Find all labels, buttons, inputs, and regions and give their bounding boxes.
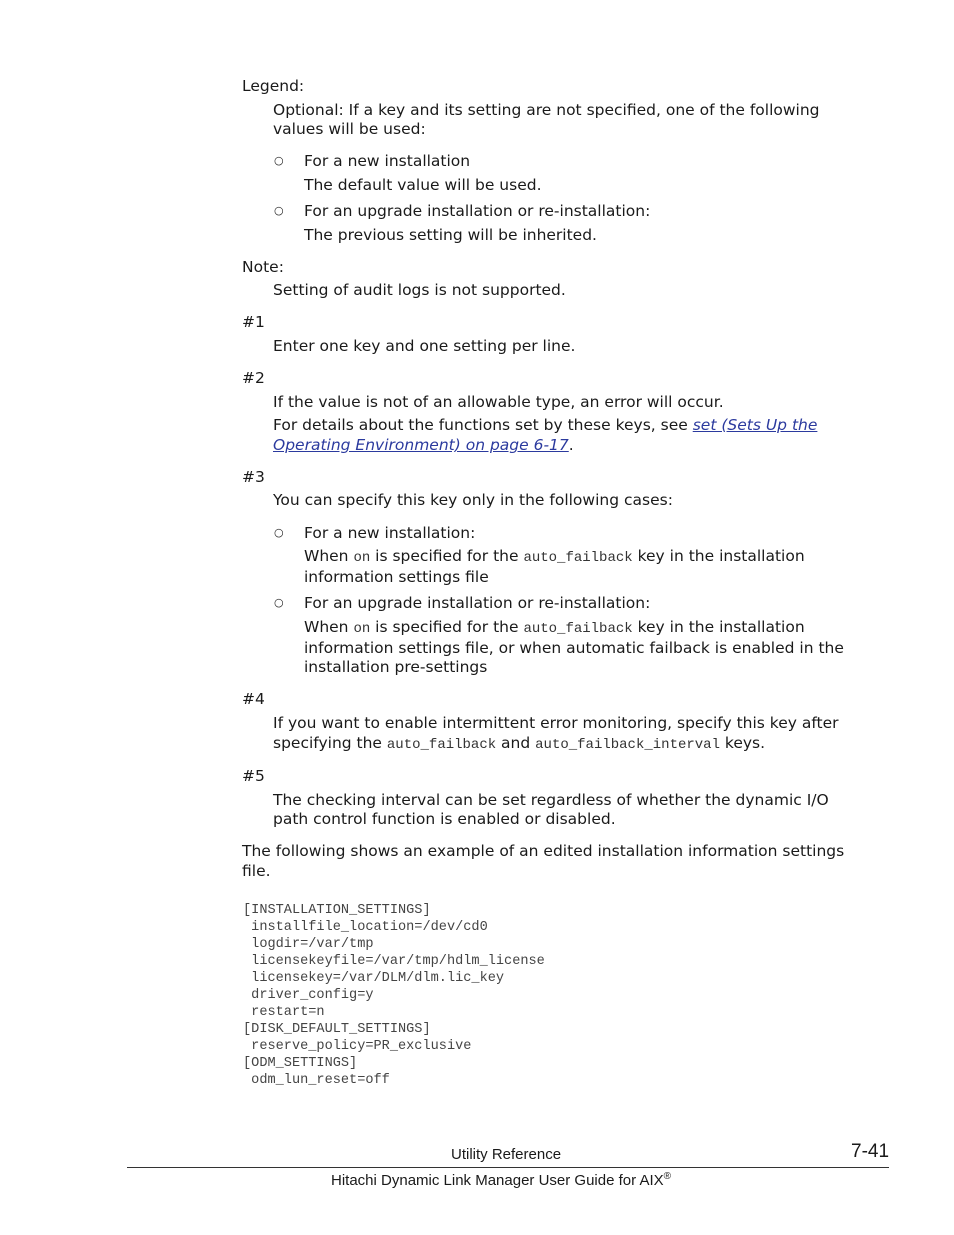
- footer-divider: [127, 1167, 889, 1168]
- case-1-key: auto_failback: [523, 550, 633, 566]
- case-2-when: [304, 617, 805, 639]
- case-1-when-text: When: [304, 547, 354, 565]
- case-2-line2: information settings file, or when automatic failback is enabled in the: [304, 639, 844, 657]
- case-1-when: [304, 546, 805, 568]
- bullet-icon: ○: [274, 526, 284, 539]
- footnote-2-suffix: .: [568, 436, 574, 454]
- footnote-5-line1: The checking interval can be set regardless of whether the dynamic I/O: [273, 791, 829, 809]
- case-1-tail: key in the installation: [632, 547, 805, 565]
- case-1-label: For a new installation:: [304, 524, 476, 542]
- case-2-label: For an upgrade installation or re-installation:: [304, 594, 651, 612]
- footnote-2-text1: If the value is not of an allowable type, an error will occur.: [273, 393, 724, 411]
- code-line: licensekeyfile=/var/tmp/hdlm_license: [243, 954, 545, 969]
- footnote-4-heading: #4: [242, 690, 265, 708]
- footnote-1-heading: #1: [242, 313, 265, 331]
- footnote-3-heading: #3: [242, 468, 265, 486]
- case-1-mid-text: is specified for the: [370, 547, 524, 565]
- footnote-4-key2: auto_failback_interval: [535, 737, 720, 753]
- code-line: [DISK_DEFAULT_SETTINGS]: [243, 1022, 431, 1037]
- footnote-4-line2: [273, 733, 765, 755]
- case-1-on-value: on: [353, 550, 371, 566]
- legend-item-desc: The default value will be used.: [304, 176, 542, 194]
- legend-item-desc: The previous setting will be inherited.: [304, 226, 597, 244]
- code-line: driver_config=y: [243, 988, 374, 1003]
- note-text: Setting of audit logs is not supported.: [273, 281, 566, 299]
- bullet-icon: ○: [274, 154, 284, 167]
- legend-optional-line1: Optional: If a key and its setting are not specified, one of the following: [273, 101, 820, 119]
- set-command-link-cont[interactable]: Operating Environment) on page 6-17: [273, 436, 569, 454]
- case-1-line2: information settings file: [304, 568, 489, 586]
- code-line: licensekey=/var/DLM/dlm.lic_key: [243, 971, 505, 986]
- footnote-2-heading: #2: [242, 369, 265, 387]
- code-line: [ODM_SETTINGS]: [243, 1056, 358, 1071]
- case-2-mid-text: is specified for the: [370, 618, 524, 636]
- note-heading: Note:: [242, 258, 284, 276]
- code-line: [INSTALLATION_SETTINGS]: [243, 903, 431, 918]
- footnote-4-and: and: [496, 734, 536, 752]
- code-block: [243, 902, 545, 1089]
- legend-item-label: For an upgrade installation or re-installation:: [304, 202, 651, 220]
- case-2-line3: installation pre-settings: [304, 658, 488, 676]
- footnote-4-prefix: specifying the: [273, 734, 387, 752]
- case-2-tail: key in the installation: [632, 618, 805, 636]
- code-line: reserve_policy=PR_exclusive: [243, 1039, 472, 1054]
- footnote-5-heading: #5: [242, 767, 265, 785]
- example-intro-line1: The following shows an example of an edited installation information settings: [242, 842, 845, 860]
- case-2-when-text: When: [304, 618, 354, 636]
- footer-guide-title: [331, 1171, 671, 1189]
- footnote-2-text3: [273, 435, 574, 455]
- case-2-key: auto_failback: [523, 621, 633, 637]
- footnote-2-text2-prefix: For details about the functions set by these keys, see: [273, 416, 693, 434]
- example-intro-line2: file.: [242, 862, 271, 880]
- legend-item-label: For a new installation: [304, 152, 471, 170]
- footnote-4-line1: If you want to enable intermittent error monitoring, specify this key after: [273, 714, 839, 732]
- footnote-5-line2: path control function is enabled or disabled.: [273, 810, 616, 828]
- footnote-2-text2: [273, 415, 817, 435]
- footnote-3-intro: You can specify this key only in the following cases:: [273, 491, 673, 509]
- legend-heading: Legend:: [242, 77, 305, 95]
- footnote-4-key1: auto_failback: [386, 737, 497, 753]
- footer-section-title: Utility Reference: [451, 1146, 562, 1163]
- case-2-on-value: on: [353, 621, 371, 637]
- code-line: restart=n: [243, 1005, 325, 1020]
- bullet-icon: ○: [274, 204, 284, 217]
- bullet-icon: ○: [274, 596, 284, 609]
- registered-mark: ®: [663, 1171, 672, 1182]
- footnote-1-text: Enter one key and one setting per line.: [273, 337, 576, 355]
- code-line: installfile_location=/dev/cd0: [243, 920, 488, 935]
- page-number: 7-41: [851, 1141, 890, 1162]
- footnote-4-suffix: keys.: [719, 734, 766, 752]
- guide-title-text: Hitachi Dynamic Link Manager User Guide for AIX: [331, 1172, 664, 1189]
- code-line: logdir=/var/tmp: [243, 937, 374, 952]
- set-command-link[interactable]: set (Sets Up the: [692, 416, 818, 434]
- code-line: odm_lun_reset=off: [243, 1073, 390, 1088]
- legend-optional-line2: values will be used:: [273, 120, 426, 138]
